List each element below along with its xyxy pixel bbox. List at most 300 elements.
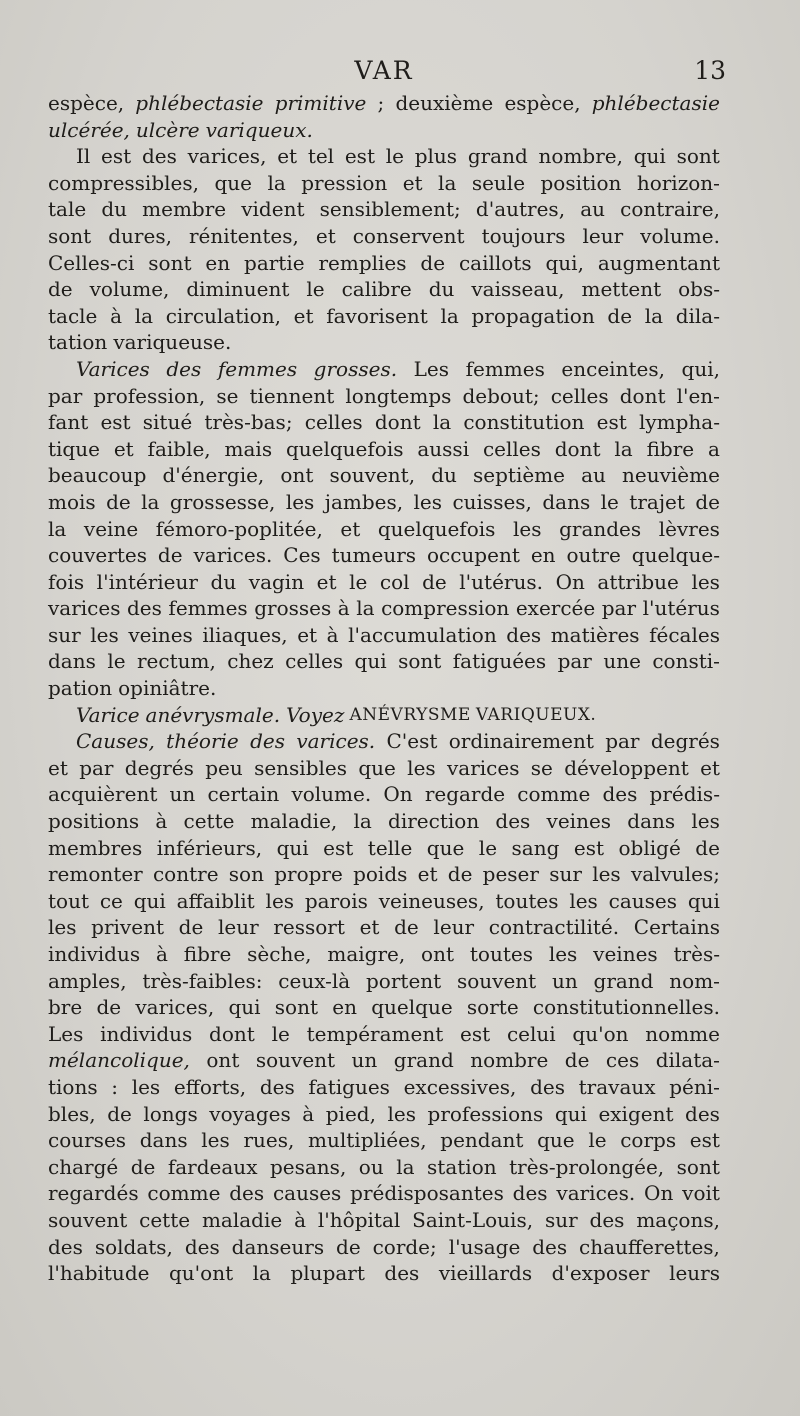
word: qu'on (572, 1021, 629, 1046)
word: Les (48, 1021, 84, 1046)
word: Celles-ci (48, 250, 135, 275)
word: occupent (426, 543, 520, 568)
text-line (48, 648, 720, 675)
word: col (379, 569, 410, 594)
word: l'en- (676, 383, 720, 408)
word: la (440, 303, 459, 328)
word: prédisposantes (350, 1181, 504, 1206)
text-line (48, 196, 720, 223)
word: attribue (597, 569, 679, 594)
text-line (48, 276, 720, 303)
word: de (96, 995, 122, 1020)
text-line (48, 1180, 720, 1207)
word: d'autres, (475, 197, 566, 222)
word: dont (209, 1021, 255, 1046)
word: pesans, (269, 1154, 347, 1179)
word: et (340, 516, 361, 541)
word: femmes (217, 356, 298, 381)
word: obs- (678, 277, 720, 302)
word: longtemps (345, 383, 452, 408)
text-line (48, 489, 720, 516)
word: un (551, 968, 578, 993)
word: de (107, 1101, 132, 1126)
word: ; (377, 91, 385, 115)
word: du (210, 569, 237, 594)
word: acquièrent (48, 782, 158, 807)
word: volume. (640, 223, 720, 248)
word: des (532, 1234, 568, 1259)
word: de (336, 1234, 361, 1259)
word: est (460, 1021, 491, 1046)
word: tempérament (306, 1021, 444, 1046)
word: un (169, 782, 196, 807)
word: de (695, 835, 720, 860)
text-line (48, 861, 720, 888)
word: est (596, 410, 627, 435)
word: Voyez (286, 702, 345, 727)
word: variqueux. (205, 117, 313, 142)
word: et (700, 755, 720, 780)
word: par (605, 729, 640, 754)
word: en (205, 250, 231, 275)
word: du (101, 197, 128, 222)
word: veineuses, (378, 888, 485, 913)
word: et (316, 569, 337, 594)
word: une (603, 649, 641, 674)
word: les (548, 942, 578, 966)
word: qui, (545, 250, 584, 275)
word: degrés (650, 729, 720, 754)
word: le (107, 649, 126, 674)
word: toujours (481, 223, 566, 248)
word: qui (687, 888, 720, 913)
text-line (48, 675, 720, 702)
word: la (644, 303, 664, 328)
word: grand (593, 968, 654, 993)
word: se (216, 383, 239, 408)
word: la (356, 596, 375, 621)
word: les (48, 915, 77, 940)
word: des (250, 729, 285, 754)
word: opiniâtre. (118, 676, 217, 701)
word: direction (388, 809, 480, 834)
word: longs (143, 1101, 198, 1126)
word: souvent, (329, 463, 416, 488)
word: qu'ont (168, 1261, 234, 1286)
word: à (302, 1101, 315, 1126)
running-title: VAR (354, 56, 414, 85)
word: outre (566, 543, 621, 568)
word: sèche, (247, 942, 312, 966)
text-line (48, 1127, 720, 1154)
word: maçons, (636, 1207, 720, 1232)
word: de (564, 1048, 590, 1073)
word: veine (83, 516, 139, 541)
word: tel (307, 144, 335, 169)
word: contraire, (620, 197, 720, 222)
word: sorte (466, 995, 519, 1020)
word: développent (564, 755, 689, 780)
word: comme (517, 782, 591, 807)
word: et (359, 915, 380, 940)
word: le (478, 835, 498, 860)
word: du (428, 277, 455, 302)
word: l'intérieur (96, 569, 198, 594)
word: dans (48, 649, 96, 674)
word: volume. (291, 782, 372, 807)
word: le (600, 489, 619, 514)
word: de (422, 569, 447, 594)
word: leur (217, 915, 259, 940)
word: qui (633, 144, 666, 169)
text-line (48, 569, 720, 596)
word: les (131, 1074, 161, 1099)
word: sont (676, 1154, 720, 1179)
word: ce (99, 888, 123, 913)
word: diminuent (186, 277, 290, 302)
word: toutes (469, 942, 533, 966)
word: chez (227, 649, 274, 674)
text-line (48, 516, 720, 543)
word: sont (48, 223, 92, 248)
word: neuvième (622, 463, 720, 488)
word: travaux (578, 1074, 656, 1099)
word: est (323, 835, 354, 860)
word: très-prolongée, (509, 1154, 665, 1179)
word: sont (148, 250, 192, 275)
word: les (201, 1128, 230, 1153)
word: septième (473, 463, 565, 488)
word: cuisses, (452, 489, 532, 514)
word: varices, (135, 995, 215, 1020)
word: sont (676, 144, 720, 169)
word: Causes, (76, 729, 155, 754)
word: tation (48, 330, 108, 355)
text-line (48, 994, 720, 1021)
word: la (252, 1261, 271, 1286)
word: propre (274, 862, 343, 887)
text-line (48, 595, 720, 622)
word: maigre, (327, 942, 406, 966)
word: son (228, 862, 264, 887)
word: dans (542, 489, 591, 514)
word: aussi (417, 436, 470, 461)
word: le (306, 277, 325, 302)
word: les (265, 888, 295, 913)
word: tout (48, 888, 89, 913)
word: des (495, 809, 531, 834)
word: des (589, 1207, 625, 1232)
word: certain (207, 782, 280, 807)
word: sensibles (254, 755, 348, 780)
word: couvertes (48, 543, 147, 568)
word: nombre (470, 1048, 549, 1073)
word: grand (393, 1048, 454, 1073)
word: celles (304, 410, 363, 435)
text-line (48, 436, 720, 463)
word: Certains (633, 915, 720, 940)
word: : (111, 1074, 119, 1099)
word: la (353, 809, 372, 834)
word: des (141, 144, 177, 169)
word: l'hôpital (317, 1207, 401, 1232)
word: varices (446, 755, 520, 780)
word: dila- (675, 303, 720, 328)
word: des (685, 1101, 720, 1126)
word: sensiblement; (319, 197, 461, 222)
word: conservent (352, 223, 465, 248)
word: amples, (48, 968, 127, 993)
word: constitution (463, 410, 585, 435)
word: qui (276, 835, 309, 860)
word: peser (482, 862, 539, 887)
word: prédis- (649, 782, 720, 807)
word: souvent (255, 1048, 336, 1073)
word: des (48, 1234, 83, 1259)
word: tique (48, 436, 100, 461)
word: les (569, 888, 598, 913)
word: est (344, 144, 375, 169)
text-line (48, 143, 720, 170)
word: peu (205, 755, 243, 780)
word: Saint-Louis, (412, 1207, 534, 1232)
word: la (432, 410, 452, 435)
word: a (707, 436, 720, 461)
word: très-bas; (204, 410, 293, 435)
word: quelquefois (285, 436, 404, 461)
word: toutes (495, 888, 559, 913)
word: ces (605, 1048, 640, 1073)
word: plupart (290, 1261, 365, 1286)
text-line (48, 1074, 720, 1101)
word: celles (285, 649, 344, 674)
word: remplies (318, 250, 407, 275)
word: mélancolique, (48, 1048, 190, 1073)
word: courses (48, 1128, 127, 1153)
word: cette (183, 809, 235, 834)
word: l'accumulation (348, 622, 497, 647)
word: chargé (48, 1154, 119, 1179)
word: de (607, 303, 633, 328)
word: exigent (598, 1101, 674, 1126)
word: compressibles, (48, 170, 199, 195)
word: vident (241, 197, 305, 222)
word: pation (48, 676, 113, 701)
word: jambes, (324, 489, 404, 514)
word: pendant (440, 1128, 524, 1153)
word: deuxième (395, 91, 494, 115)
word: primitive (274, 91, 367, 115)
word: par (48, 383, 83, 408)
word: station (427, 1154, 497, 1179)
word: la (614, 436, 633, 461)
word: fécales (649, 622, 720, 647)
word: et (402, 170, 423, 195)
text-line (48, 888, 720, 915)
word: nombre, (538, 144, 623, 169)
word: des (512, 1181, 548, 1206)
word: augmentant (597, 250, 720, 275)
word: pied, (325, 1101, 376, 1126)
word: dont (619, 383, 666, 408)
word: à (326, 622, 339, 647)
word: degrés (124, 755, 194, 780)
word: plus (414, 144, 458, 169)
word: varices, (187, 144, 267, 169)
word: circulation, (165, 303, 281, 328)
word: fardeaux (167, 1154, 258, 1179)
text-line (48, 702, 720, 729)
text-line (48, 1101, 720, 1128)
text-line (48, 968, 720, 995)
word: beaucoup (48, 463, 147, 488)
word: voit (682, 1181, 720, 1206)
word: phlébectasie (591, 91, 720, 115)
word: membres (48, 835, 143, 860)
text-line (48, 1260, 720, 1287)
word: propagation (471, 303, 595, 328)
word: veines (546, 809, 612, 834)
word: constitutionnelles. (532, 995, 720, 1020)
word: est (101, 144, 132, 169)
word: phlébectasie (135, 91, 264, 115)
word: sur (544, 1207, 578, 1232)
text-line (48, 170, 720, 197)
word: qui, (681, 356, 720, 381)
word: fant (48, 410, 89, 435)
word: contre (152, 862, 219, 887)
word: tions (48, 1074, 98, 1099)
text-line (48, 409, 720, 436)
word: Varices (76, 356, 150, 381)
text-line (48, 383, 720, 410)
word: trajet (629, 489, 685, 514)
word: vagin (248, 569, 305, 594)
word: que (426, 835, 465, 860)
word: On (383, 782, 413, 807)
word: femmes (465, 356, 545, 381)
word: Varice (76, 702, 140, 727)
text-line (48, 356, 720, 383)
word: ceux-là (278, 968, 351, 993)
body-text (48, 90, 720, 1287)
word: par (601, 596, 637, 621)
word: est (689, 1128, 720, 1153)
word: souvent (456, 968, 537, 993)
word: fois (48, 569, 85, 594)
word: l'utérus (642, 596, 720, 621)
page-number: 13 (694, 56, 726, 85)
word: ressort (273, 915, 345, 940)
word: de (106, 489, 131, 514)
word: tale (48, 197, 87, 222)
word: ou (358, 1154, 384, 1179)
word: par (79, 755, 114, 780)
word: espèce, (504, 91, 581, 115)
text-line (48, 303, 720, 330)
word: dans (139, 1128, 188, 1153)
word: C'est (386, 729, 438, 754)
word: danseurs (231, 1234, 325, 1259)
word: causes (272, 1181, 342, 1206)
word: privent (91, 915, 164, 940)
word: obligé (618, 835, 681, 860)
word: ont (280, 463, 314, 488)
word: varices. (296, 729, 376, 754)
word: de (130, 1154, 156, 1179)
word: On (644, 1181, 674, 1206)
word: Il (76, 144, 91, 169)
word: celles (482, 436, 541, 461)
word: veines (593, 942, 658, 966)
word: la (141, 489, 160, 514)
word: multipliées, (308, 1128, 427, 1153)
word: lympha- (638, 410, 720, 435)
text-line (48, 117, 720, 144)
word: maladie, (250, 809, 338, 834)
word: dont (554, 436, 601, 461)
word: chaufferettes, (579, 1234, 720, 1259)
word: iliaques, (202, 622, 288, 647)
text-line (48, 728, 720, 755)
word: variqueuse. (113, 330, 232, 355)
word: fatigues (308, 1074, 390, 1099)
word: l'utérus. (459, 569, 543, 594)
word: des (384, 1261, 420, 1286)
word: le (271, 1021, 290, 1046)
word: dans (627, 809, 676, 834)
word: des (166, 356, 202, 381)
word: et (417, 862, 438, 887)
word: ont (206, 1048, 240, 1073)
word: situé (142, 410, 193, 435)
word: debout; (462, 383, 540, 408)
text-line (48, 223, 720, 250)
word: dilata- (655, 1048, 720, 1073)
word: membre (142, 197, 227, 222)
text-line (48, 781, 720, 808)
word: le (588, 1128, 607, 1153)
word: nom- (669, 968, 720, 993)
word: partie (244, 250, 305, 275)
word: les (90, 622, 119, 647)
word: excessives, (403, 1074, 517, 1099)
word: les (387, 1101, 416, 1126)
word: le (385, 144, 404, 169)
word: qui (554, 1101, 587, 1126)
text-line (48, 329, 720, 356)
word: soldats, (94, 1234, 173, 1259)
word: le (349, 569, 368, 594)
word: de (157, 543, 183, 568)
word: et (48, 755, 68, 780)
word: nomme (645, 1021, 720, 1046)
word: de (420, 250, 446, 275)
word: mais (224, 436, 273, 461)
text-line (48, 835, 720, 862)
word: compression (381, 596, 510, 621)
word: un (351, 1048, 378, 1073)
word: ANÉVRYSME (349, 704, 471, 725)
word: varices. (193, 543, 273, 568)
text-line (48, 1207, 720, 1234)
word: VARIQUEUX. (475, 704, 597, 725)
word: en (530, 543, 556, 568)
word: seule (471, 170, 526, 195)
word: favorisent (326, 303, 428, 328)
word: grosses. (313, 356, 398, 381)
word: grossesse, (169, 489, 276, 514)
